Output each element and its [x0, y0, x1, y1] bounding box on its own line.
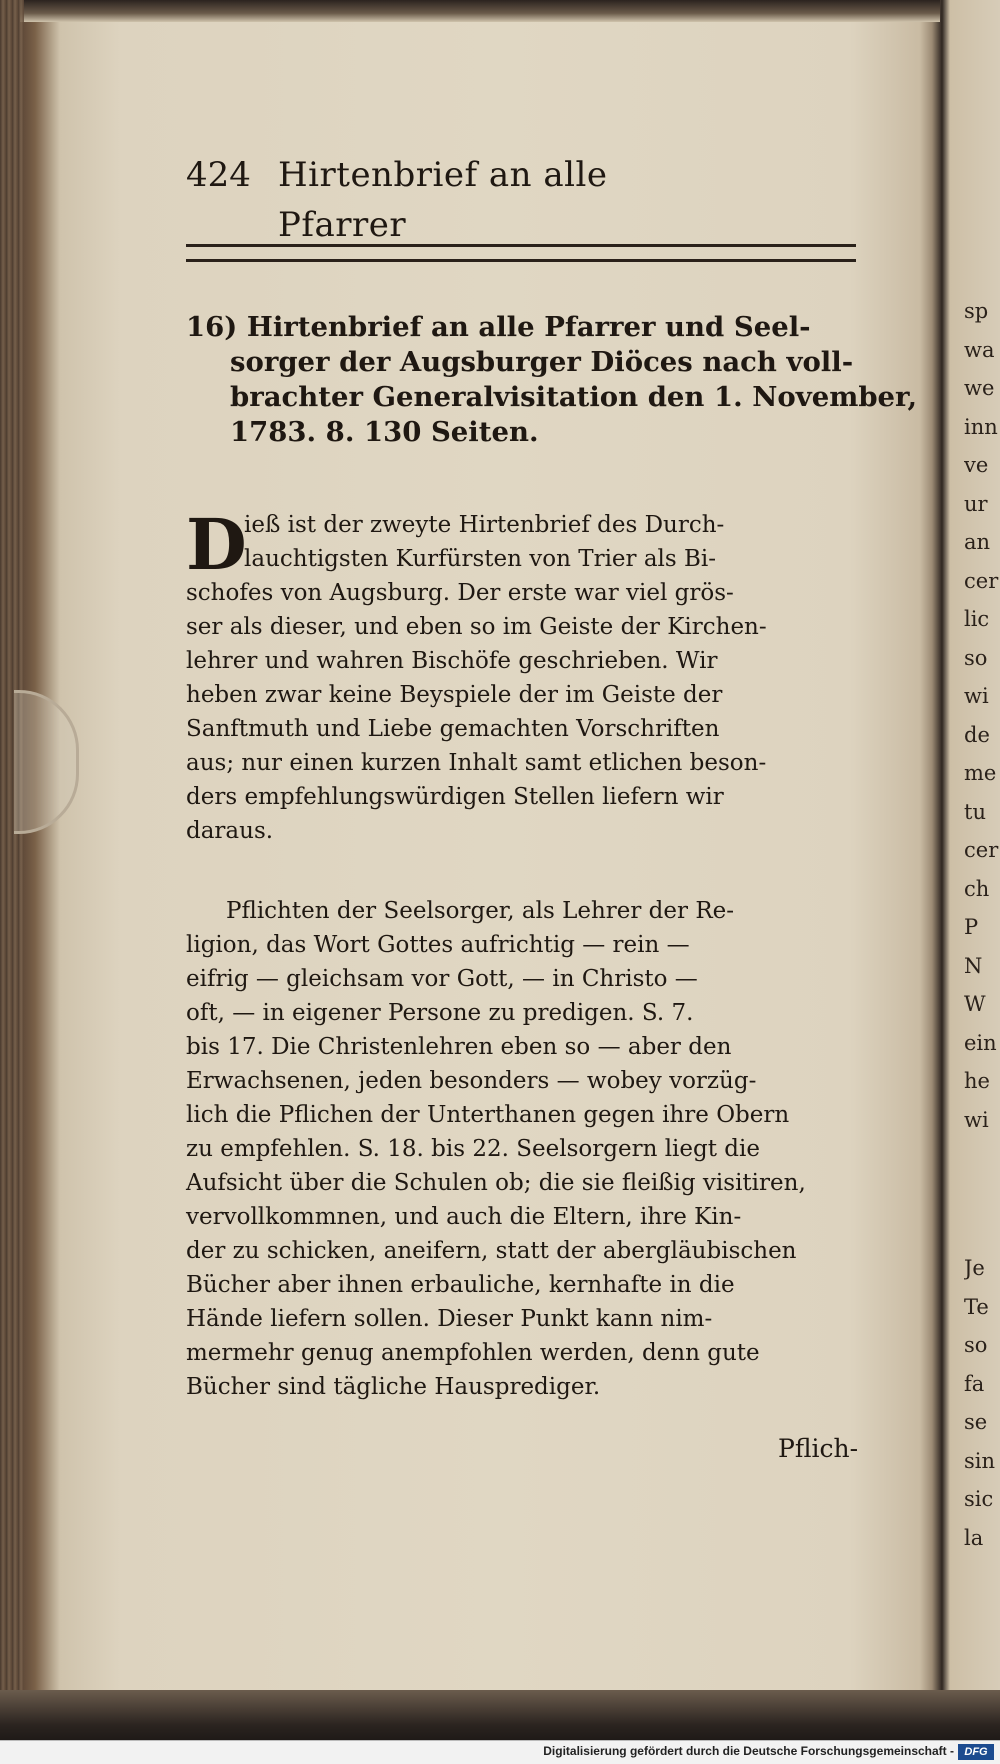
facing-fragment: wa — [964, 337, 995, 362]
entry-heading-line: brachter Generalvisitation den 1. November, — [230, 381, 918, 413]
text-line: daraus. — [186, 818, 274, 844]
book-bottom-edge — [0, 1690, 1000, 1740]
facing-fragment: fa — [964, 1371, 985, 1396]
paragraph-duties — [186, 894, 862, 1404]
left-page-stack — [0, 0, 24, 1740]
facing-fragment: Je — [964, 1256, 985, 1280]
facing-fragment: W — [964, 992, 986, 1016]
facing-fragment: sic — [964, 1487, 994, 1511]
entry-heading — [186, 310, 918, 450]
facing-fragment: he — [964, 1069, 990, 1093]
facing-fragment: inn — [964, 414, 998, 439]
text-line: lauchtigsten Kurfürsten von Trier als Bi- — [244, 546, 717, 572]
text-line: lehrer und wahren Bischöfe geschrieben. Wir — [186, 648, 718, 674]
facing-fragment: cer — [964, 568, 999, 593]
facing-fragment: ur — [964, 491, 988, 516]
text-line: der zu schicken, aneifern, statt der abergläubischen — [186, 1238, 797, 1264]
text-line: heben zwar keine Beyspiele der im Geiste der — [186, 682, 723, 708]
dfg-logo: DFG — [958, 1744, 994, 1760]
facing-fragment: P — [964, 915, 979, 939]
facing-fragment: so — [964, 645, 988, 670]
page-clip — [14, 690, 79, 834]
facing-fragment: N — [964, 953, 983, 978]
text-line: aus; nur einen kurzen Inhalt samt etlichen beson- — [186, 750, 767, 776]
facing-fragment: wi — [964, 684, 989, 708]
facing-fragment: so — [964, 1333, 988, 1357]
text-line: Bücher aber ihnen erbauliche, kernhafte in die — [186, 1272, 735, 1298]
text-line: bis 17. Die Christenlehren eben so — aber den — [186, 1034, 732, 1060]
top-page-edge — [20, 0, 940, 22]
facing-fragment: tu — [964, 799, 986, 824]
text-line: ligion, das Wort Gottes aufrichtig — rein — — [186, 932, 690, 958]
text-line: zu empfehlen. S. 18. bis 22. Seelsorgern liegt die — [186, 1136, 760, 1162]
text-line: Aufsicht über die Schulen ob; die sie fleißig visitiren, — [186, 1170, 806, 1196]
text-line: ieß ist der zweyte Hirtenbrief des Durch- — [244, 512, 725, 538]
text-line: Hände liefern sollen. Dieser Punkt kann nim- — [186, 1306, 713, 1332]
text-line: Bücher sind tägliche Hausprediger. — [186, 1374, 601, 1400]
facing-fragment: an — [964, 530, 991, 554]
facing-fragment: wi — [964, 1107, 989, 1132]
text-line: oft, — in eigener Persone zu predigen. S. 7. — [186, 1000, 694, 1026]
book-page — [180, 150, 918, 1470]
facing-gap — [964, 1139, 1000, 1249]
facing-page-fragment — [964, 292, 1000, 1672]
drop-cap-initial: D — [186, 503, 247, 586]
facing-fragment: cer — [964, 838, 999, 862]
text-line: eifrig — gleichsam vor Gott, — in Christo — — [186, 966, 698, 992]
header-rule — [186, 244, 856, 262]
facing-fragment: ein — [964, 1030, 997, 1055]
text-line: mermehr genug anempfohlen werden, denn gute — [186, 1340, 760, 1366]
facing-fragment: Te — [964, 1294, 989, 1319]
running-head — [180, 150, 740, 245]
text-line: ders empfehlungswürdigen Stellen liefern wir — [186, 784, 724, 810]
facing-fragment: de — [964, 722, 990, 747]
facing-fragment: lic — [964, 607, 990, 631]
text-line: Pflichten der Seelsorger, als Lehrer der Re- — [226, 898, 735, 924]
facing-fragment: la — [964, 1525, 984, 1550]
text-line: Erwachsenen, jeden besonders — wobey vorzüg- — [186, 1068, 757, 1094]
paragraph-intro — [186, 503, 862, 848]
facing-fragment: me — [964, 761, 997, 785]
facing-fragment: we — [964, 376, 995, 400]
funding-credit: Digitalisierung gefördert durch die Deutsche Forschungsgemeinschaft - — [543, 1744, 954, 1758]
facing-fragment: ch — [964, 876, 990, 901]
text-line: Sanftmuth und Liebe gemachten Vorschriften — [186, 716, 720, 742]
entry-heading-line: 1783. 8. 130 Seiten. — [230, 416, 539, 448]
digitization-footer — [0, 1740, 1000, 1764]
text-line: ser als dieser, und eben so im Geiste der Kirchen- — [186, 614, 767, 640]
entry-heading-line: 16) Hirtenbrief an alle Pfarrer und Seel- — [186, 311, 811, 343]
facing-fragment: sp — [964, 299, 989, 323]
running-head-title: Hirtenbrief an alle Pfarrer — [278, 155, 608, 245]
facing-fragment: ve — [964, 453, 989, 477]
catchword: Pflich- — [778, 1434, 859, 1463]
text-line: vervollkommnen, und auch die Eltern, ihre Kin- — [186, 1204, 742, 1230]
facing-fragment: sin — [964, 1448, 996, 1473]
text-line: schofes von Augsburg. Der erste war viel grös- — [186, 580, 734, 606]
text-line: lich die Pflichen der Unterthanen gegen ihre Obern — [186, 1102, 790, 1128]
facing-fragment: se — [964, 1410, 988, 1434]
page-number: 424 — [186, 155, 251, 195]
entry-heading-line: sorger der Augsburger Diöces nach voll- — [230, 346, 854, 378]
